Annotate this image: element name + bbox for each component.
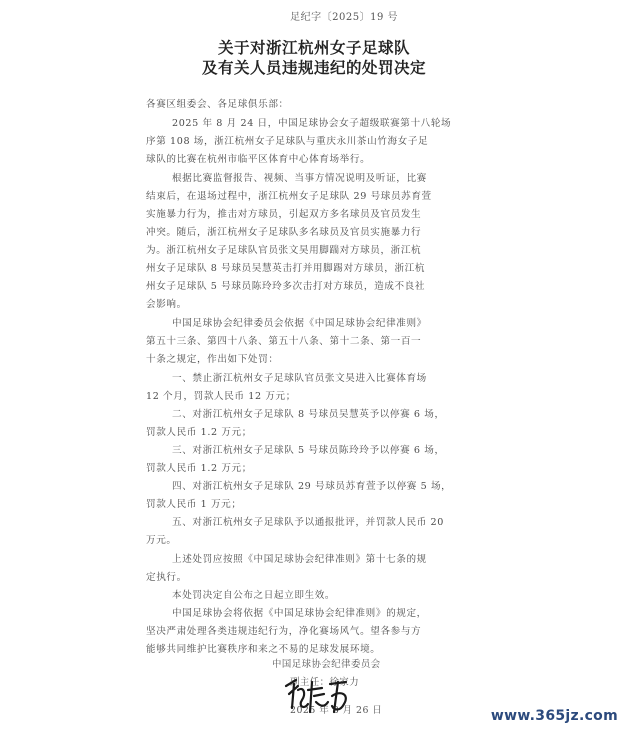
body-line: 中国足球协会纪律委员会依据《中国足球协会纪律准则》	[172, 318, 427, 329]
body-line: 能够共同维护比赛秩序和来之不易的足球发展环境。	[146, 644, 381, 655]
body-line: 州女子足球队 5 号球员陈玲玲多次击打对方球员，造成不良社	[146, 281, 426, 292]
penalty-item: 12 个月，罚款人民币 12 万元；	[146, 391, 296, 402]
body-line: 序第 108 场，浙江杭州女子足球队与重庆永川茶山竹海女子足	[146, 136, 429, 147]
body-line: 州女子足球队 8 号球员吴慧英击打并用脚踢对方球员，浙江杭	[146, 263, 426, 274]
body-line: 中国足球协会将依据《中国足球协会纪律准则》的规定，	[172, 608, 427, 619]
body-line: 会影响。	[146, 299, 187, 310]
body-line: 结束后，在退场过程中，浙江杭州女子足球队 29 号球员苏育萱	[146, 191, 432, 202]
issuing-organization: 中国足球协会纪律委员会	[272, 659, 381, 670]
penalty-item: 罚款人民币 1 万元；	[146, 499, 242, 510]
body-line: 坚决严肃处理各类违规违纪行为，净化赛场风气。望各参与方	[146, 626, 422, 637]
penalty-item: 五、对浙江杭州女子足球队予以通报批评，并罚款人民币 20	[172, 517, 444, 528]
penalty-item: 一、禁止浙江杭州女子足球队官员张文昊进入比赛体育场	[172, 373, 427, 384]
body-line: 第五十三条、第四十八条、第五十八条、第十二条、第一百一	[146, 336, 422, 347]
body-line: 定执行。	[146, 572, 187, 583]
body-line: 上述处罚应按照《中国足球协会纪律准则》第十七条的规	[172, 554, 427, 565]
body-line: 2025 年 8 月 24 日，中国足球协会女子超级联赛第十八轮场	[172, 118, 452, 129]
body-line: 根据比赛监督报告、视频、当事方情况说明及听证，比赛	[172, 173, 427, 184]
penalty-item: 三、对浙江杭州女子足球队 5 号球员陈玲玲予以停赛 6 场，	[172, 445, 445, 456]
document-title-line-1: 关于对浙江杭州女子足球队	[217, 38, 410, 57]
body-line: 冲突。随后，浙江杭州女子足球队多名球员及官员实施暴力行	[146, 227, 422, 238]
signer-line: 副主任：徐家力	[290, 677, 360, 688]
body-line: 本处罚决定自公布之日起立即生效。	[172, 590, 336, 601]
penalty-item: 罚款人民币 1.2 万元；	[146, 463, 252, 474]
document-title-line-2: 及有关人员违规违纪的处罚决定	[201, 58, 426, 77]
body-line: 球队的比赛在杭州市临平区体育中心体育场举行。	[146, 154, 371, 165]
body-line: 实施暴力行为，推击对方球员，引起双方多名球员及官员发生	[146, 209, 422, 220]
penalty-item: 二、对浙江杭州女子足球队 8 号球员吴慧英予以停赛 6 场，	[172, 409, 445, 420]
issue-date: 2025 年 8 月 26 日	[290, 705, 383, 716]
salutation: 各赛区组委会、各足球俱乐部：	[146, 99, 289, 110]
body-line: 为。浙江杭州女子足球队官员张文昊用脚踹对方球员，浙江杭	[146, 245, 422, 256]
handwritten-signature	[282, 672, 356, 718]
document-number: 足纪字〔2025〕19 号	[290, 12, 398, 23]
body-line: 十条之规定，作出如下处罚：	[146, 354, 279, 365]
penalty-item: 罚款人民币 1.2 万元；	[146, 427, 252, 438]
penalty-item: 四、对浙江杭州女子足球队 29 号球员苏育萱予以停赛 5 场，	[172, 481, 452, 492]
penalty-item: 万元。	[146, 535, 177, 546]
site-watermark: www.365jz.com	[490, 708, 618, 724]
